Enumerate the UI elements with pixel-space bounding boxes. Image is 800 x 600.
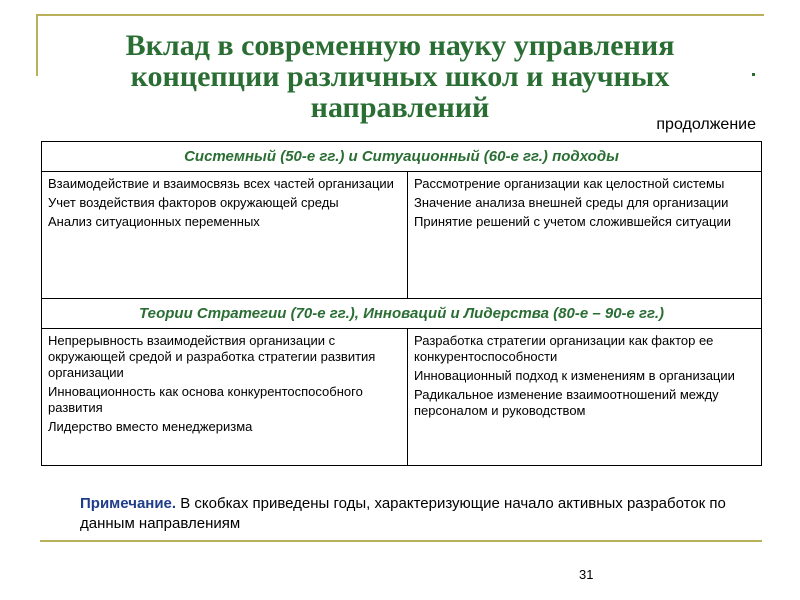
strategy-results-cell	[408, 329, 762, 466]
footnote-text: В скобках приведены годы, характеризующие начало активных разработок по данным направлениям	[80, 495, 726, 532]
list-item: Принятие решений с учетом сложившейся ситуации	[414, 214, 731, 229]
title-line-1: Вклад в современную науку управления	[125, 29, 675, 62]
section-header-systems: Системный (50-е гг.) и Ситуационный (60-е гг.) подходы	[42, 142, 762, 172]
footnote-label: Примечание.	[80, 495, 177, 512]
top-decorative-line	[36, 14, 764, 16]
list-item: Непрерывность взаимодействия организации с окружающей средой и разработка стратегии развития организации	[48, 333, 376, 380]
footnote	[80, 494, 760, 534]
title-line-3: направлений	[310, 91, 490, 124]
section-header-row	[42, 142, 762, 172]
schools-table	[41, 141, 762, 466]
list-item: Лидерство вместо менеджеризма	[48, 419, 253, 434]
list-item: Значение анализа внешней среды для организации	[414, 195, 729, 210]
list-item: Инновационность как основа конкурентоспособного развития	[48, 384, 363, 415]
list-item: Взаимодействие и взаимосвязь всех частей организации	[48, 176, 394, 191]
title-line-2: концепции различных школ и научных	[130, 60, 670, 93]
list-item: Учет воздействия факторов окружающей среды	[48, 195, 339, 210]
list-item: Радикальное изменение взаимоотношений между персоналом и руководством	[414, 387, 719, 418]
list-item: Разработка стратегии организации как фактор ее конкурентоспособности	[414, 333, 714, 364]
table-row	[42, 329, 762, 466]
left-decorative-line	[36, 14, 38, 76]
bottom-decorative-line	[40, 540, 762, 542]
list-item: Рассмотрение организации как целостной системы	[414, 176, 725, 191]
slide-title	[40, 30, 760, 123]
section-header-strategy: Теории Стратегии (70-е гг.), Инноваций и Лидерства (80-е – 90-е гг.)	[42, 299, 762, 329]
section-header-row	[42, 299, 762, 329]
page-number: 31	[579, 567, 594, 582]
list-item: Анализ ситуационных переменных	[48, 214, 260, 229]
list-item: Инновационный подход к изменениям в организации	[414, 368, 735, 383]
systems-results-cell	[408, 172, 762, 299]
continuation-label: продолжение	[656, 116, 756, 133]
strategy-contributions-cell	[42, 329, 408, 466]
table-row	[42, 172, 762, 299]
systems-contributions-cell	[42, 172, 408, 299]
